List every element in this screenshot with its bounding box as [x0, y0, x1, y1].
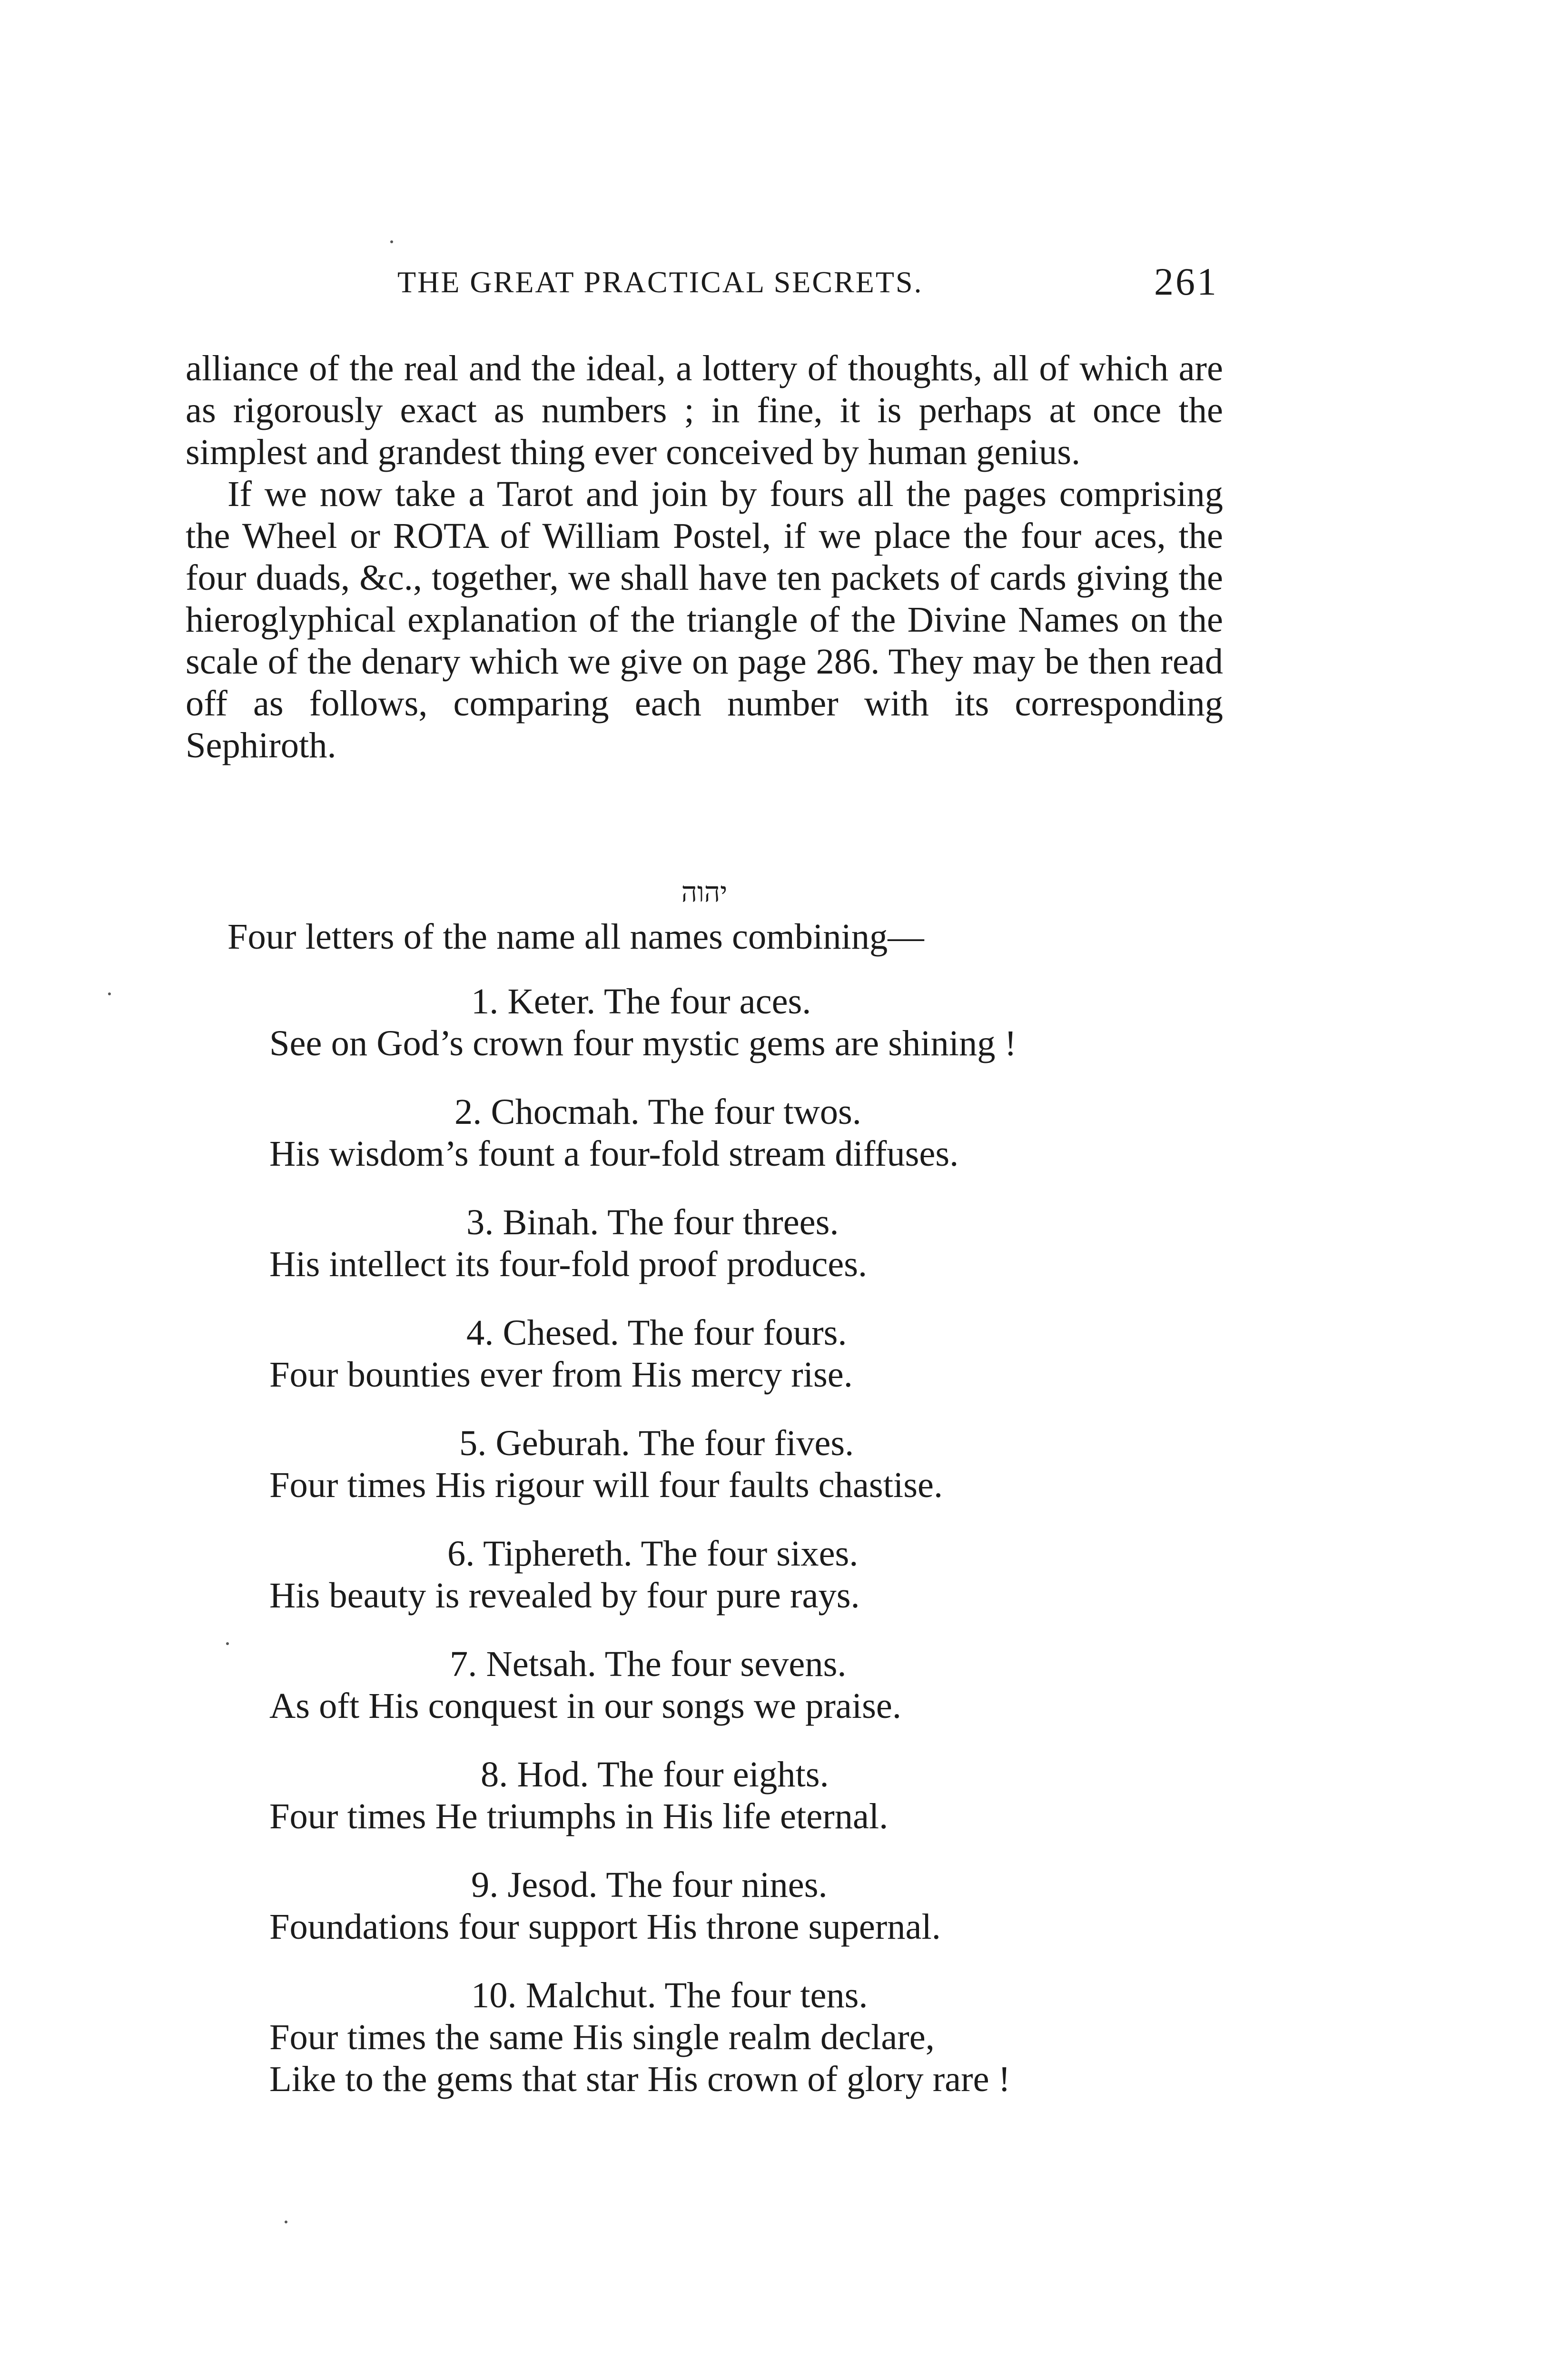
body-text: [186, 347, 1223, 766]
stanza-heading: 6. Tiphereth. The four sixes.: [447, 1533, 859, 1574]
stanza-verse-continued: Like to the gems that star His crown of glory rare !: [269, 2059, 1011, 2099]
paragraph: If we now take a Tarot and join by fours all the pages comprising the Wheel or ROTA of William Postel, if we place the four aces, the four duads, &c., together, we shall have ten packets of cards giving the hieroglyphical explanation of the triangle of the Divine Names on the scale of the denary which we give on page 286. They may be then read off as follows, comparing each number with its corresponding Sephiroth.: [186, 474, 1223, 765]
stanza-verse: Four times He triumphs in His life eternal.: [269, 1796, 889, 1836]
stanza-verse: His beauty is revealed by four pure rays.: [269, 1575, 860, 1616]
stanza-heading: 5. Geburah. The four fives.: [459, 1423, 854, 1463]
stanza-verse: Foundations four support His throne supernal.: [269, 1906, 941, 1947]
stanza-heading: 3. Binah. The four threes.: [466, 1202, 839, 1242]
stanza-verse: Four times His rigour will four faults chastise.: [269, 1465, 943, 1505]
stanza-heading: 8. Hod. The four eights.: [481, 1754, 829, 1795]
running-title: THE GREAT PRACTICAL SECRETS.: [397, 265, 923, 299]
stanza-heading: 2. Chocmah. The four twos.: [454, 1091, 861, 1132]
stanza-heading: 4. Chesed. The four fours.: [466, 1312, 847, 1353]
paper-speck: [226, 1642, 229, 1645]
stanza-heading: 1. Keter. The four aces.: [471, 981, 811, 1021]
paragraph: alliance of the real and the ideal, a lottery of thoughts, all of which are as rigorously exact as numbers ; in fine, it is perhaps at once the simplest and grandest thing ever conceived by human genius.: [186, 348, 1223, 472]
paper-speck: [108, 992, 111, 995]
stanza-verse: See on God’s crown four mystic gems are shining !: [269, 1023, 1017, 1063]
stanza-verse: As oft His conquest in our songs we praise.: [269, 1686, 901, 1726]
hebrew-divine-name: יהוה: [681, 876, 728, 908]
stanza-verse: Four bounties ever from His mercy rise.: [269, 1354, 853, 1395]
stanza-heading: 7. Netsah. The four sevens.: [450, 1644, 847, 1684]
stanza-verse: Four times the same His single realm declare,: [269, 2017, 935, 2057]
page-number: 261: [1154, 260, 1218, 303]
stanza-heading: 10. Malchut. The four tens.: [471, 1975, 868, 2015]
stanza-verse: His wisdom’s fount a four-fold stream diffuses.: [269, 1133, 959, 1174]
stanza-verse: His intellect its four-fold proof produces.: [269, 1244, 868, 1284]
paper-speck: [285, 2221, 287, 2223]
stanza-heading: 9. Jesod. The four nines.: [471, 1864, 828, 1905]
paper-speck: [390, 240, 393, 243]
verse-intro-line: Four letters of the name all names combining—: [227, 916, 924, 957]
